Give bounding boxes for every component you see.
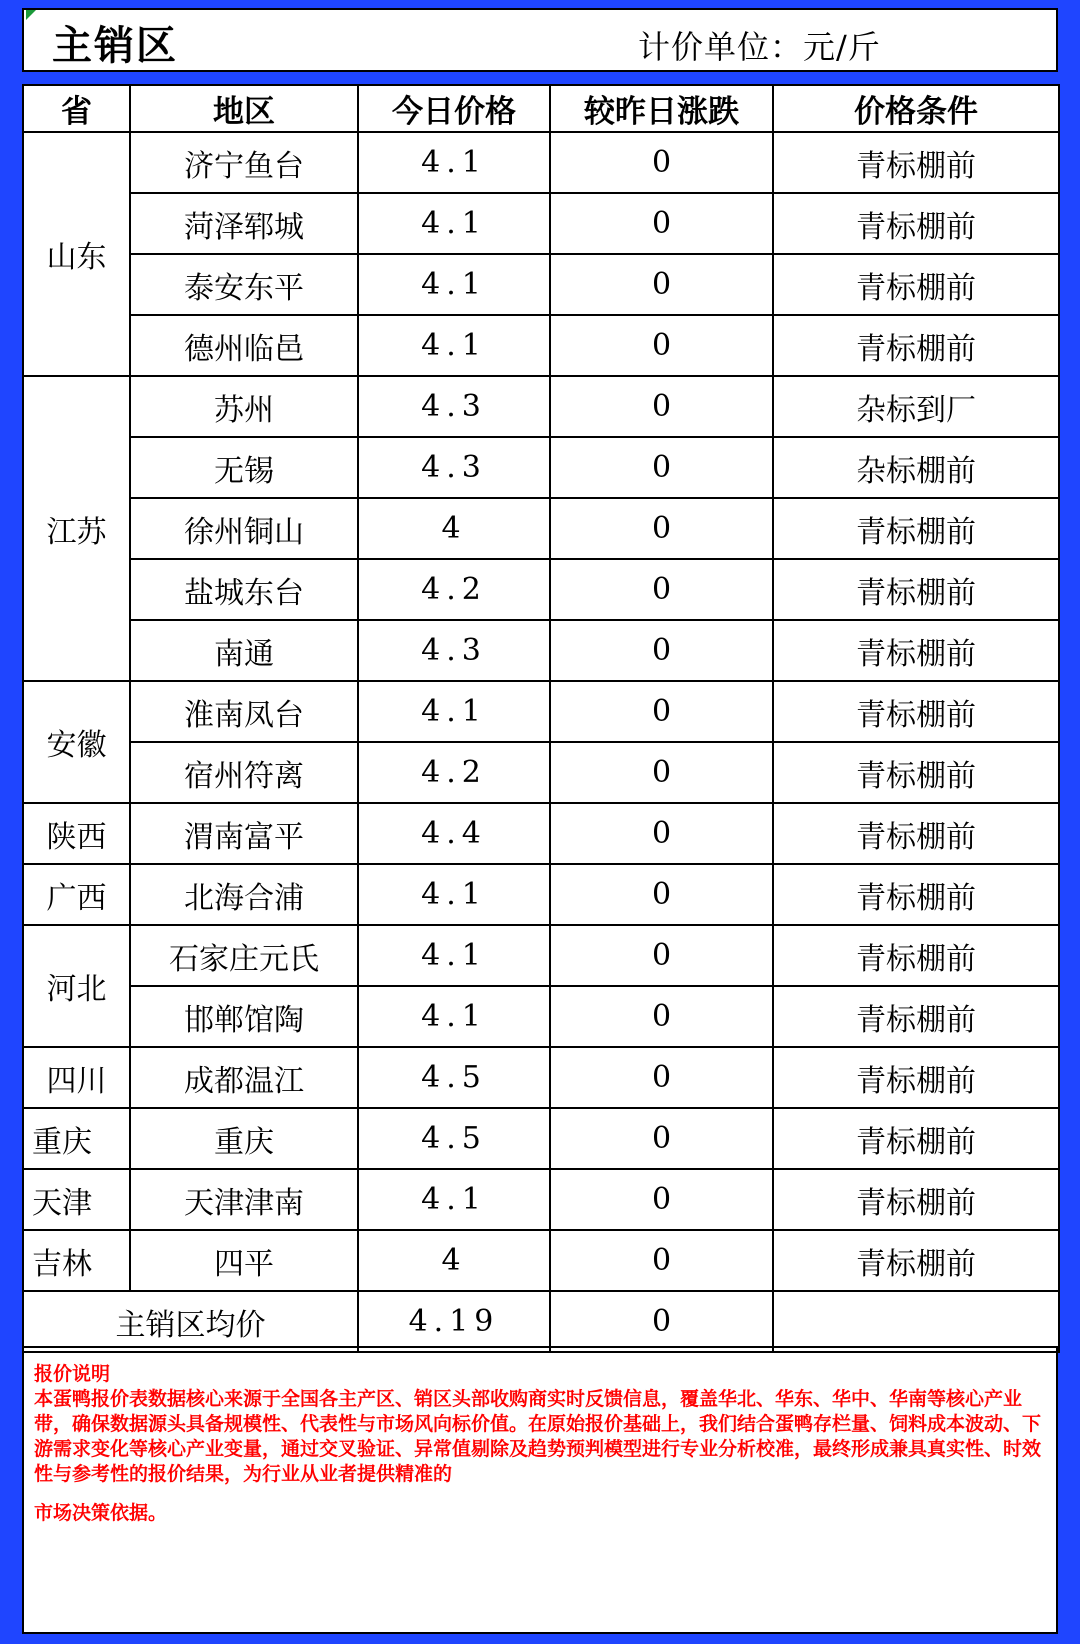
change-cell: 0 bbox=[550, 1230, 773, 1291]
table-row bbox=[23, 1169, 1059, 1230]
table-row bbox=[23, 986, 1059, 1047]
price-cell: 4.1 bbox=[358, 193, 550, 254]
province-cell: 山东 bbox=[23, 132, 130, 376]
table-header-row bbox=[23, 85, 1059, 132]
region-cell: 无锡 bbox=[130, 437, 358, 498]
change-cell: 0 bbox=[550, 193, 773, 254]
province-cell: 江苏 bbox=[23, 376, 130, 681]
price-cell: 4 bbox=[358, 1230, 550, 1291]
price-cell: 4.1 bbox=[358, 1169, 550, 1230]
condition-cell: 青标棚前 bbox=[773, 620, 1059, 681]
table-row bbox=[23, 559, 1059, 620]
region-cell: 宿州符离 bbox=[130, 742, 358, 803]
table-row bbox=[23, 1108, 1059, 1169]
change-cell: 0 bbox=[550, 620, 773, 681]
region-cell: 盐城东台 bbox=[130, 559, 358, 620]
region-cell: 南通 bbox=[130, 620, 358, 681]
table-row bbox=[23, 925, 1059, 986]
condition-cell: 青标棚前 bbox=[773, 864, 1059, 925]
price-cell: 4.5 bbox=[358, 1108, 550, 1169]
region-cell: 渭南富平 bbox=[130, 803, 358, 864]
condition-cell: 青标棚前 bbox=[773, 315, 1059, 376]
change-cell: 0 bbox=[550, 376, 773, 437]
change-cell: 0 bbox=[550, 681, 773, 742]
average-change: 0 bbox=[550, 1291, 773, 1352]
region-cell: 成都温江 bbox=[130, 1047, 358, 1108]
price-cell: 4.1 bbox=[358, 986, 550, 1047]
change-cell: 0 bbox=[550, 803, 773, 864]
change-cell: 0 bbox=[550, 254, 773, 315]
table-row bbox=[23, 254, 1059, 315]
condition-cell: 青标棚前 bbox=[773, 132, 1059, 193]
change-cell: 0 bbox=[550, 742, 773, 803]
table-row bbox=[23, 1047, 1059, 1108]
price-cell: 4.3 bbox=[358, 437, 550, 498]
notes-title: 报价说明 bbox=[34, 1363, 111, 1385]
pricing-unit: 计价单位：元/斤 bbox=[638, 28, 881, 66]
notes-tail: 市场决策依据。 bbox=[34, 1502, 168, 1524]
price-sheet bbox=[22, 8, 1058, 1634]
table-row bbox=[23, 193, 1059, 254]
average-label: 主销区均价 bbox=[23, 1291, 358, 1352]
average-condition bbox=[773, 1291, 1059, 1352]
condition-cell: 青标棚前 bbox=[773, 1230, 1059, 1291]
table-row bbox=[23, 437, 1059, 498]
change-cell: 0 bbox=[550, 132, 773, 193]
condition-cell: 青标棚前 bbox=[773, 1108, 1059, 1169]
title-row bbox=[22, 8, 1058, 72]
condition-cell: 杂标到厂 bbox=[773, 376, 1059, 437]
condition-cell: 青标棚前 bbox=[773, 559, 1059, 620]
price-cell: 4.2 bbox=[358, 742, 550, 803]
province-cell: 安徽 bbox=[23, 681, 130, 803]
table-row bbox=[23, 620, 1059, 681]
table-row bbox=[23, 376, 1059, 437]
column-header-change: 较昨日涨跌 bbox=[550, 85, 773, 132]
province-cell: 天津 bbox=[23, 1169, 130, 1230]
price-cell: 4.1 bbox=[358, 681, 550, 742]
region-cell: 菏泽郓城 bbox=[130, 193, 358, 254]
region-cell: 石家庄元氏 bbox=[130, 925, 358, 986]
change-cell: 0 bbox=[550, 864, 773, 925]
table-row bbox=[23, 681, 1059, 742]
price-cell: 4.3 bbox=[358, 376, 550, 437]
change-cell: 0 bbox=[550, 559, 773, 620]
price-cell: 4.1 bbox=[358, 925, 550, 986]
average-row bbox=[23, 1291, 1059, 1352]
condition-cell: 杂标棚前 bbox=[773, 437, 1059, 498]
price-cell: 4 bbox=[358, 498, 550, 559]
table-row bbox=[23, 315, 1059, 376]
table-row bbox=[23, 864, 1059, 925]
province-cell: 吉林 bbox=[23, 1230, 130, 1291]
change-cell: 0 bbox=[550, 925, 773, 986]
condition-cell: 青标棚前 bbox=[773, 193, 1059, 254]
notes-body: 本蛋鸭报价表数据核心来源于全国各主产区、销区头部收购商实时反馈信息，覆盖华北、华东、华中、华南等核心产业带，确保数据源头具备规模性、代表性与市场风向标价值。在原始报价基础上，我们结合蛋鸭存栏量、饲料成本波动、下游需求变化等核心产业变量，通过交叉验证、异常值剔除及趋势预判模型进行专业分析校准，最终形成兼具真实性、时效性与参考性的报价结果，为行业从业者提供精准的 bbox=[34, 1388, 1042, 1485]
province-cell: 重庆 bbox=[23, 1108, 130, 1169]
price-cell: 4.4 bbox=[358, 803, 550, 864]
column-header-region: 地区 bbox=[130, 85, 358, 132]
change-cell: 0 bbox=[550, 315, 773, 376]
average-price: 4.19 bbox=[358, 1291, 550, 1352]
change-cell: 0 bbox=[550, 1108, 773, 1169]
price-cell: 4.2 bbox=[358, 559, 550, 620]
column-header-province: 省 bbox=[23, 85, 130, 132]
table-row bbox=[23, 132, 1059, 193]
condition-cell: 青标棚前 bbox=[773, 925, 1059, 986]
condition-cell: 青标棚前 bbox=[773, 1047, 1059, 1108]
change-cell: 0 bbox=[550, 1169, 773, 1230]
price-cell: 4.5 bbox=[358, 1047, 550, 1108]
condition-cell: 青标棚前 bbox=[773, 803, 1059, 864]
condition-cell: 青标棚前 bbox=[773, 681, 1059, 742]
table-row bbox=[23, 1230, 1059, 1291]
province-cell: 陕西 bbox=[23, 803, 130, 864]
header-band bbox=[22, 72, 1058, 84]
region-cell: 苏州 bbox=[130, 376, 358, 437]
region-cell: 四平 bbox=[130, 1230, 358, 1291]
price-table bbox=[22, 84, 1060, 1353]
condition-cell: 青标棚前 bbox=[773, 986, 1059, 1047]
price-cell: 4.1 bbox=[358, 254, 550, 315]
change-cell: 0 bbox=[550, 1047, 773, 1108]
change-cell: 0 bbox=[550, 986, 773, 1047]
notes-panel bbox=[22, 1346, 1058, 1634]
region-cell: 徐州铜山 bbox=[130, 498, 358, 559]
condition-cell: 青标棚前 bbox=[773, 742, 1059, 803]
region-cell: 邯郸馆陶 bbox=[130, 986, 358, 1047]
price-cell: 4.1 bbox=[358, 315, 550, 376]
region-cell: 济宁鱼台 bbox=[130, 132, 358, 193]
region-cell: 泰安东平 bbox=[130, 254, 358, 315]
table-row bbox=[23, 803, 1059, 864]
price-cell: 4.1 bbox=[358, 864, 550, 925]
condition-cell: 青标棚前 bbox=[773, 498, 1059, 559]
region-cell: 北海合浦 bbox=[130, 864, 358, 925]
region-cell: 淮南凤台 bbox=[130, 681, 358, 742]
table-row bbox=[23, 498, 1059, 559]
province-cell: 广西 bbox=[23, 864, 130, 925]
page-title: 主销区 bbox=[52, 22, 178, 69]
change-cell: 0 bbox=[550, 437, 773, 498]
column-header-price: 今日价格 bbox=[358, 85, 550, 132]
condition-cell: 青标棚前 bbox=[773, 1169, 1059, 1230]
column-header-condition: 价格条件 bbox=[773, 85, 1059, 132]
province-cell: 四川 bbox=[23, 1047, 130, 1108]
province-cell: 河北 bbox=[23, 925, 130, 1047]
region-cell: 德州临邑 bbox=[130, 315, 358, 376]
change-cell: 0 bbox=[550, 498, 773, 559]
region-cell: 重庆 bbox=[130, 1108, 358, 1169]
region-cell: 天津津南 bbox=[130, 1169, 358, 1230]
table-row bbox=[23, 742, 1059, 803]
table-body bbox=[23, 132, 1059, 1291]
condition-cell: 青标棚前 bbox=[773, 254, 1059, 315]
price-cell: 4.1 bbox=[358, 132, 550, 193]
price-cell: 4.3 bbox=[358, 620, 550, 681]
